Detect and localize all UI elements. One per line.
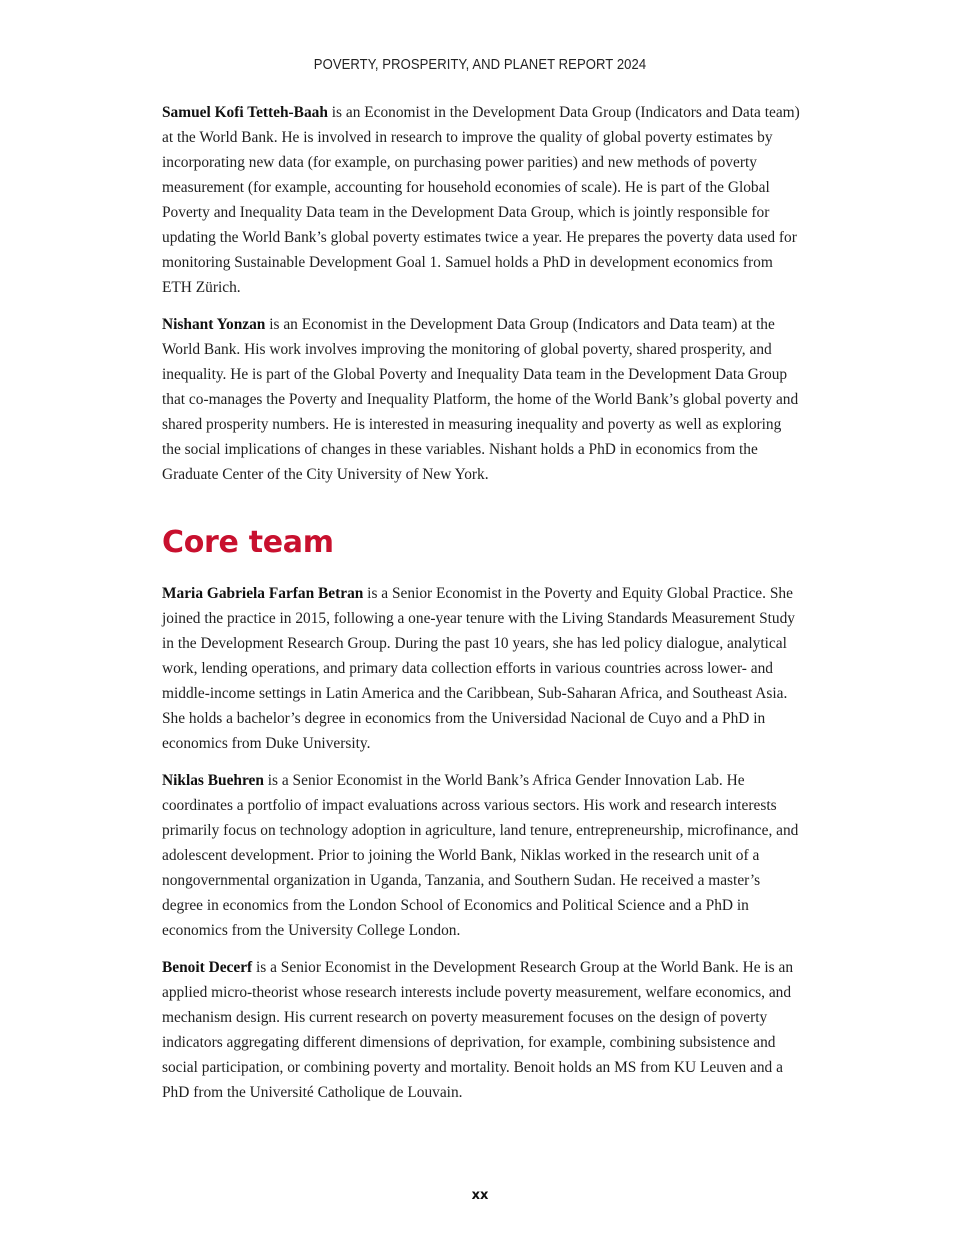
bio-name: Nishant Yonzan xyxy=(162,316,266,333)
page-content xyxy=(162,100,802,1117)
bio-name: Samuel Kofi Tetteh-Baah xyxy=(162,104,328,121)
bio-text: is an Economist in the Development Data Group (Indicators and Data team) at the World Bank. His work involves improving the monitoring of global poverty, shared prosperity, and inequality. He is part of the Global Poverty and Inequality Data team in the Development Data Group that co-manages the Poverty and Inequality Platform, the home of the World Bank’s global poverty and shared prosperity numbers. He is interested in measuring inequality and poverty as well as exploring the social implications of changes in these variables. Nishant holds a PhD in economics from the Graduate Center of the City University of New York. xyxy=(162,316,799,483)
section-heading-core-team: Core team xyxy=(162,525,334,560)
page-number: xx xyxy=(471,1188,489,1203)
bio-text: is an Economist in the Development Data Group (Indicators and Data team) at the World Bank. He is involved in research to improve the quality of global poverty estimates by incorporating new data (for example, on purchasing power parities) and new methods of poverty measurement (for example, accounting for household economies of scale). He is part of the Global Poverty and Inequality Data team in the Development Data Group, which is jointly responsible for updating the World Bank’s global poverty estimates twice a year. He prepares the poverty data used for monitoring Sustainable Development Goal 1. Samuel holds a PhD in development economics from ETH Zürich. xyxy=(162,104,800,296)
bio-text: is a Senior Economist in the Development Research Group at the World Bank. He is an applied micro-theorist whose research interests include poverty measurement, welfare economics, and mechanism design. His current research on poverty measurement focuses on the design of poverty indicators aggregating different dimensions of deprivation, for example, combining subsistence and social participation, or combining poverty and mortality. Benoit holds an MS from KU Leuven and a PhD from the Université Catholique de Louvain. xyxy=(162,959,794,1101)
bio-paragraph-tetteh-baah xyxy=(162,100,802,300)
running-header: POVERTY, PROSPERITY, AND PLANET REPORT 2024 xyxy=(313,57,647,73)
bio-paragraph-farfan-betran xyxy=(162,581,802,756)
bio-paragraph-decerf xyxy=(162,955,802,1105)
bio-paragraph-buehren xyxy=(162,768,802,943)
bio-name: Benoit Decerf xyxy=(162,959,253,976)
bio-paragraph-yonzan xyxy=(162,312,802,487)
bio-text: is a Senior Economist in the Poverty and Equity Global Practice. She joined the practice in 2015, following a one-year tenure with the Living Standards Measurement Study in the Development Research Group. During the past 10 years, she has led policy dialogue, analytical work, lending operations, and primary data collection efforts in various countries across lower- and middle-income settings in Latin America and the Caribbean, Sub-Saharan Africa, and Southeast Asia. She holds a bachelor’s degree in economics from the Universidad Nacional de Cuyo and a PhD in economics from Duke University. xyxy=(162,585,795,752)
bio-text: is a Senior Economist in the World Bank’s Africa Gender Innovation Lab. He coordinates a portfolio of impact evaluations across various sectors. His work and research interests primarily focus on technology adoption in agriculture, land tenure, entrepreneurship, microfinance, and adolescent development. Prior to joining the World Bank, Niklas worked in the research unit of a nongovernmental organization in Uganda, Tanzania, and Southern Sudan. He received a master’s degree in economics from the London School of Economics and Political Science and a PhD in economics from the University College London. xyxy=(162,772,799,939)
bio-name: Maria Gabriela Farfan Betran xyxy=(162,585,364,602)
bio-name: Niklas Buehren xyxy=(162,772,264,789)
